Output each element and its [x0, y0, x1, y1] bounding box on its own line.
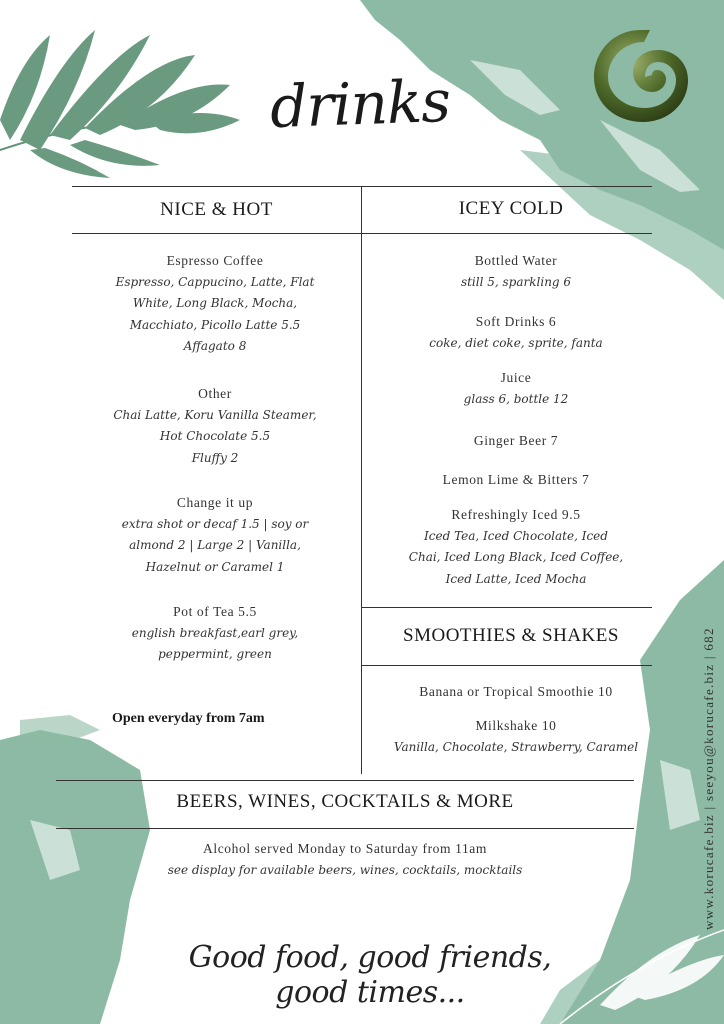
item-name: Soft Drinks 6: [475, 314, 557, 329]
tea-block: [90, 601, 340, 666]
item-detail: Iced Tea, Iced Chocolate, Iced: [424, 528, 608, 543]
cold-heading: ICEY COLD: [458, 198, 564, 219]
lemon-lime-block: [376, 469, 656, 491]
smoothies-top-rule: [361, 607, 652, 608]
item-name: Alcohol served Monday to Saturday from 11am: [203, 841, 487, 856]
item-name: Bottled Water: [474, 253, 558, 268]
beers-heading: BEERS, WINES, COCKTAILS & MORE: [176, 791, 514, 812]
item-name: Change it up: [176, 495, 254, 510]
opening-hours: Open everyday from 7am: [112, 711, 265, 726]
footer-tagline: Good food, good friends, good times...: [188, 940, 552, 1010]
item-detail: almond 2 | Large 2 | Vanilla,: [129, 538, 301, 552]
item-name: Milkshake 10: [475, 718, 557, 733]
item-name: Pot of Tea 5.5: [173, 604, 257, 619]
header-rule: [72, 233, 652, 234]
item-detail: english breakfast,earl grey,: [131, 625, 299, 640]
item-name: Other: [198, 386, 232, 401]
item-detail: Espresso, Cappucino, Latte, Flat: [115, 274, 315, 289]
item-detail: Hot Chocolate 5.5: [159, 429, 271, 443]
item-detail: Vanilla, Chocolate, Strawberry, Caramel: [393, 739, 639, 754]
item-name: Banana or Tropical Smoothie 10: [419, 684, 613, 699]
item-detail: peppermint, green: [158, 647, 272, 661]
other-block: [90, 383, 340, 469]
item-name: Refreshingly Iced 9.5: [451, 507, 581, 522]
water-block: [376, 250, 656, 293]
item-name: Ginger Beer 7: [473, 433, 559, 448]
item-detail: Iced Latte, Iced Mocha: [445, 571, 587, 586]
smoothie-block: [376, 681, 656, 703]
item-name: Juice: [500, 370, 532, 385]
koru-logo-icon: [588, 22, 694, 128]
smoothies-bottom-rule: [361, 665, 652, 666]
juice-block: [376, 367, 656, 410]
item-detail: extra shot or decaf 1.5 | soy or: [121, 516, 309, 531]
item-detail: still 5, sparkling 6: [460, 274, 572, 289]
milkshake-block: [366, 715, 666, 758]
item-detail: Chai Latte, Koru Vanilla Steamer,: [113, 407, 317, 422]
top-rule: [72, 186, 652, 187]
beers-top-rule: [56, 780, 634, 781]
item-detail: see display for available beers, wines, cocktails, mocktails: [167, 862, 523, 877]
hot-heading: NICE & HOT: [160, 199, 273, 220]
column-divider: [361, 186, 362, 774]
item-detail: glass 6, bottle 12: [463, 391, 569, 406]
change-block: [90, 492, 340, 578]
espresso-block: [90, 250, 340, 358]
contact-info: www.korucafe.biz | seeyou@korucafe.biz | 682: [701, 627, 716, 930]
item-detail: White, Long Black, Mocha,: [132, 296, 298, 310]
item-detail: Fluffy 2: [191, 450, 239, 465]
smoothies-heading: SMOOTHIES & SHAKES: [403, 625, 619, 646]
item-detail: Macchiato, Picollo Latte 5.5: [129, 317, 301, 332]
soft-drinks-block: [376, 311, 656, 354]
beers-block: [56, 838, 634, 881]
item-name: Lemon Lime & Bitters 7: [442, 472, 590, 487]
ginger-beer-block: [376, 430, 656, 452]
item-detail: Hazelnut or Caramel 1: [145, 559, 285, 574]
item-name: Espresso Coffee: [166, 253, 264, 268]
beers-bottom-rule: [56, 828, 634, 829]
iced-block: [376, 504, 656, 590]
item-detail: Chai, Iced Long Black, Iced Coffee,: [408, 550, 624, 564]
item-detail: coke, diet coke, sprite, fanta: [429, 335, 603, 350]
page-title: drinks: [269, 66, 451, 142]
item-detail: Affagato 8: [183, 339, 247, 353]
